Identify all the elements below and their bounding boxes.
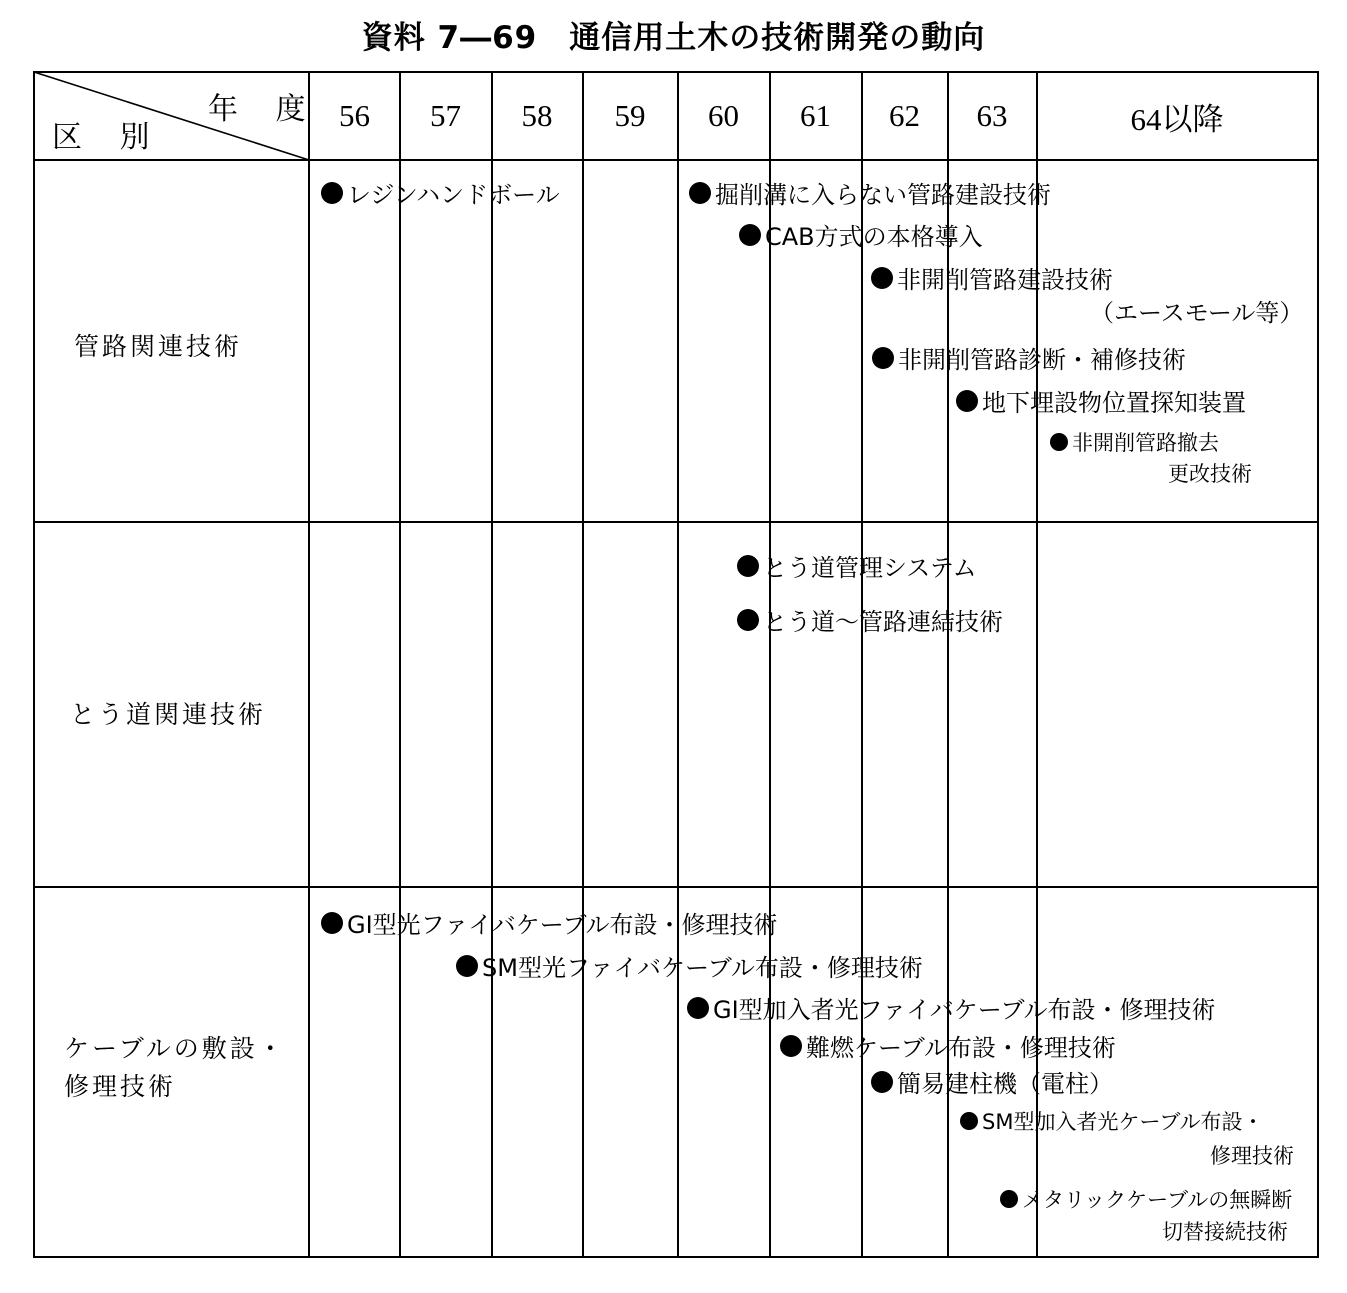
- timeline-item: 非開削管路診断・補修技術: [872, 340, 1186, 375]
- bullet-icon: [872, 347, 894, 369]
- bullet-icon: [871, 1071, 893, 1093]
- bullet-icon: [737, 555, 759, 577]
- bullet-icon: [960, 1112, 978, 1130]
- bullet-icon: [737, 609, 759, 631]
- timeline-item: 難燃ケーブル布設・修理技術: [780, 1028, 1116, 1063]
- bullet-icon: [456, 955, 478, 977]
- timeline-item: とう道～管路連結技術: [737, 602, 1003, 637]
- timeline-item-continuation: 更改技術: [1168, 462, 1252, 486]
- bullet-icon: [956, 390, 978, 412]
- timeline-item: SM型光ファイバケーブル布設・修理技術: [456, 948, 923, 983]
- timeline-item: 非開削管路撤去: [1050, 427, 1219, 457]
- timeline-item: GI型加入者光ファイバケーブル布設・修理技術: [687, 990, 1216, 1025]
- bullet-icon: [739, 224, 761, 246]
- year-header-57: 57: [430, 98, 461, 133]
- timeline-item: CAB方式の本格導入: [739, 217, 983, 252]
- year-header-64-onward: 64以降: [1130, 101, 1224, 137]
- bullet-icon: [871, 267, 893, 289]
- year-header-60: 60: [708, 98, 739, 133]
- timeline-item: レジンハンドボール: [321, 175, 560, 210]
- timeline-item: とう道管理システム: [737, 548, 977, 583]
- bullet-icon: [1000, 1190, 1018, 1208]
- bullet-icon: [321, 912, 343, 934]
- section-label-cable: ケーブルの敷設・ 修理技術: [64, 1034, 286, 1101]
- bullet-icon: [687, 997, 709, 1019]
- section-label-conduit: 管路関連技術: [74, 332, 243, 361]
- timeline-item-continuation: 切替接続技術: [1162, 1220, 1288, 1244]
- bullet-icon: [1050, 433, 1068, 451]
- year-header-58: 58: [521, 98, 553, 133]
- bullet-icon: [689, 182, 711, 204]
- timeline-item: 掘削溝に入らない管路建設技術: [689, 175, 1051, 210]
- bullet-icon: [780, 1035, 802, 1057]
- timeline-item-continuation: （エースモール等）: [1090, 299, 1304, 327]
- section-label-tunnel: とう道関連技術: [70, 700, 267, 729]
- year-header-63: 63: [976, 98, 1008, 133]
- bullet-icon: [321, 182, 343, 204]
- timeline-item-continuation: 修理技術: [1210, 1144, 1294, 1168]
- timeline-item: SM型加入者光ケーブル布設・: [960, 1106, 1264, 1136]
- timeline-item: 簡易建柱機（電柱）: [871, 1064, 1113, 1099]
- timeline-item: メタリックケーブルの無瞬断: [1000, 1184, 1292, 1214]
- year-header-62: 62: [889, 98, 920, 133]
- timeline-item: 非開削管路建設技術: [871, 260, 1113, 295]
- year-header-59: 59: [614, 98, 646, 133]
- timeline-item: 地下埋設物位置探知装置: [956, 383, 1246, 418]
- section-axis-label: 区 別: [52, 120, 164, 155]
- timeline-item: GI型光ファイバケーブル布設・修理技術: [321, 905, 778, 940]
- year-header-56: 56: [339, 98, 370, 133]
- year-header-61: 61: [800, 98, 831, 133]
- year-axis-label: 年 度: [208, 92, 320, 127]
- page-title: 資料 7―69 通信用土木の技術開発の動向: [361, 20, 986, 56]
